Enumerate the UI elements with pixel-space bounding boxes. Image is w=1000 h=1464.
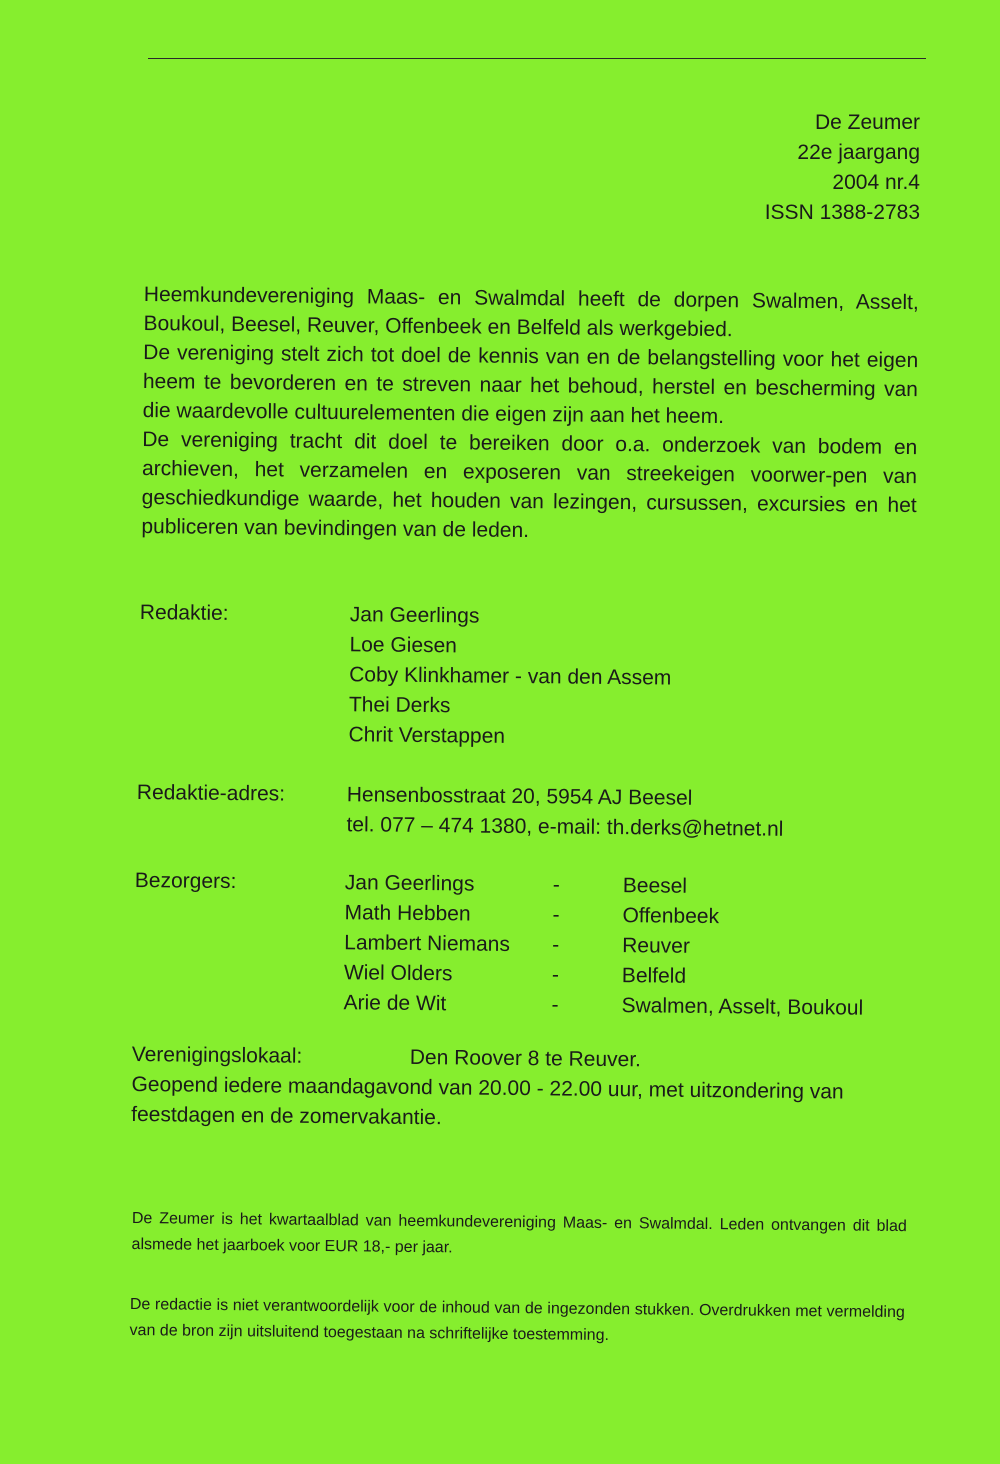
adres-contact: tel. 077 – 474 1380, e-mail: th.derks@hetnet.nl — [346, 813, 784, 841]
publication-info — [765, 108, 920, 228]
publication-issn: ISSN 1388-2783 — [764, 201, 920, 224]
footer-note-membership — [131, 1206, 907, 1266]
top-rule — [148, 58, 926, 59]
bezorgers-section — [133, 866, 915, 1034]
publication-volume: 22e jaargang — [797, 141, 920, 164]
footer-note-text: De Zeumer is het kwartaalblad van heemkundevereniging Maas- en Swalmdal. Leden ontvangen dit blad alsmede het jaarboek voor EUR 18,- per jaar. — [131, 1209, 907, 1257]
bezorger-name: Jan Geerlings — [344, 871, 475, 896]
intro-text — [141, 280, 919, 549]
bezorger-dash: - — [551, 963, 560, 987]
lokaal-hours: Geopend iedere maandagavond van 20.00 - 22.00 uur, met uitzondering van feestdagen en de zomervakantie. — [131, 1072, 844, 1130]
bezorger-name: Math Hebben — [344, 901, 471, 926]
footer-note-disclaimer — [129, 1292, 905, 1352]
redaktie-member: Chrit Verstappen — [348, 723, 506, 748]
bezorger-place: Beesel — [622, 874, 688, 898]
adres-values — [346, 780, 784, 845]
redaktie-label: Redaktie: — [139, 600, 229, 625]
bezorger-name: Lambert Niemans — [344, 931, 511, 956]
bezorger-dash: - — [552, 903, 560, 927]
bezorger-name: Wiel Olders — [343, 961, 453, 986]
bezorger-name: Arie de Wit — [343, 991, 447, 1016]
bezorger-dash: - — [552, 933, 560, 957]
adres-section — [136, 778, 917, 856]
bezorger-dash: - — [551, 993, 559, 1017]
publication-issue: 2004 nr.4 — [832, 171, 920, 194]
bezorgers-label: Bezorgers: — [134, 868, 237, 894]
redaktie-members — [348, 600, 672, 753]
bezorger-place: Reuver — [622, 934, 691, 958]
bezorger-place: Offenbeek — [622, 904, 720, 929]
intro-paragraph: De vereniging stelt zich tot doel de kennis van en de belangstelling voor het eigen heem te bevorderen en te streven naar het behoud, herstel en bescherming van die waardevolle cultuurelementen die eigen zijn aan het heem. — [142, 340, 919, 429]
footer-note-text: De redactie is niet verantwoordelijk voor de inhoud van de ingezonden stukken. Overdrukken met vermelding van de bron zijn uitsluitend toegestaan na schriftelijke toestemming. — [129, 1295, 905, 1345]
bezorger-place: Belfeld — [621, 964, 687, 988]
redaktie-member: Coby Klinkhamer - van den Assem — [349, 663, 672, 690]
adres-label: Redaktie-adres: — [136, 780, 286, 806]
redaktie-member: Jan Geerlings — [349, 603, 480, 628]
intro-paragraph: De vereniging tracht dit doel te bereiken door o.a. onderzoek van bodem en archieven, het verzamelen en exposeren van streekeigen voorwer-pen van geschiedkundige waarde, het houden van lezingen, cursussen, excursies en het publiceren van bevindingen van de leden. — [141, 427, 918, 543]
bezorger-place: Swalmen, Asselt, Boukoul — [621, 994, 864, 1020]
lokaal-section — [131, 1040, 912, 1138]
lokaal-label: Verenigingslokaal: — [131, 1042, 303, 1068]
redaktie-member: Loe Giesen — [349, 633, 458, 658]
redaktie-section — [138, 598, 900, 766]
adres-street: Hensenbosstraat 20, 5954 AJ Beesel — [346, 783, 693, 810]
lokaal-value: Den Roover 8 te Reuver. — [409, 1045, 642, 1072]
intro-paragraph: Heemkundevereniging Maas- en Swalmdal heeft de dorpen Swalmen, Asselt, Boukoul, Beesel, Reuver, Offenbeek en Belfeld als werkgebied. — [143, 282, 919, 342]
redaktie-member: Thei Derks — [348, 693, 451, 718]
bezorger-dash: - — [552, 873, 560, 897]
publication-title: De Zeumer — [814, 111, 920, 134]
